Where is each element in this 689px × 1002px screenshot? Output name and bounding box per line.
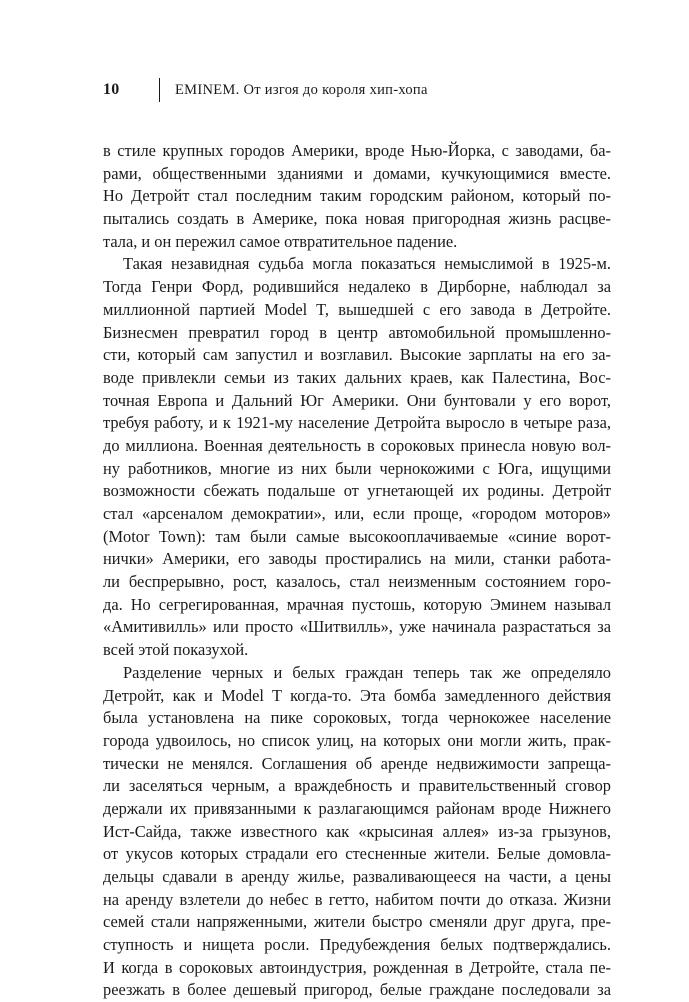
- text-line: тически не менялся. Соглашения об аренде недвижимости запреща-: [103, 753, 611, 773]
- text-line: Тогда Генри Форд, родившийся недалеко в Дирборне, наблюдал за: [103, 277, 611, 297]
- text-line: воде привлекли семьи из таких дальних краев, как Палестина, Вос-: [103, 367, 611, 387]
- text-line: держали их привязанными к разлагающимся районам вроде Нижнего: [103, 798, 611, 818]
- text-line: города удвоилось, но список улиц, на которых они могли жить, прак-: [103, 730, 611, 750]
- text-line: семей стали напряженными, жители быстро сменяли друг друга, пре-: [103, 912, 611, 932]
- text-line: ну работников, многие из них были чернокожими с Юга, ищущими: [103, 458, 611, 478]
- text-line: требуя работу, и к 1921-му население Детройта выросло в четыре раза,: [103, 413, 611, 433]
- text-line: реезжать в более дешевый пригород, белые граждане последовали за: [103, 980, 611, 1000]
- text-line: И когда в сороковых автоиндустрия, рожденная в Детройте, стала пе-: [103, 957, 611, 977]
- text-line: точная Европа и Дальний Юг Америки. Они бунтовали у его ворот,: [103, 390, 611, 410]
- text-line: «Амитивилль» или просто «Шитвилль», уже начинала разрастаться за: [103, 617, 611, 637]
- header-divider: [159, 78, 160, 102]
- page-number: 10: [103, 81, 120, 98]
- text-line: Но Детройт стал последним таким городским районом, который по-: [103, 186, 611, 206]
- text-line: в стиле крупных городов Америки, вроде Нью-Йорка, с заводами, ба-: [103, 141, 611, 160]
- text-line: ступность и нищета росли. Предубеждения белых подтверждались.: [103, 935, 611, 955]
- paragraph: [103, 253, 611, 661]
- paragraph: [103, 140, 611, 253]
- text-line: миллионной партией Model T, вышедшей с его завода в Детройте.: [103, 299, 611, 319]
- text-line: на аренду взлетели до небес в гетто, набитом почти до отказа. Жизни: [103, 889, 611, 909]
- text-line: Детройт, как и Model T когда-то. Эта бомба замедленного действия: [103, 685, 611, 705]
- text-line: Ист-Сайда, также известного как «крысиная аллея» из-за грызунов,: [103, 821, 611, 841]
- text-line: нички» Америки, его заводы простирались на мили, станки работа-: [103, 549, 611, 569]
- text-line: пытались создать в Америке, пока новая пригородная жизнь расцве-: [103, 209, 611, 229]
- text-line: возможности сбежать подальше от угнетающей их родины. Детройт: [103, 481, 611, 501]
- text-line: Такая незавидная судьба могла показаться немыслимой в 1925-м.: [123, 254, 611, 274]
- text-line: стал «арсеналом демократии», или, если проще, «городом моторов»: [103, 504, 611, 523]
- text-line: сти, который сам запустил и возглавил. Высокие зарплаты на его за-: [103, 345, 611, 365]
- text-line: до миллиона. Военная деятельность в сороковых принесла новую вол-: [103, 435, 611, 455]
- text-line: ли заселяться черным, а враждебность и правительственный сговор: [103, 776, 611, 796]
- running-head: [103, 77, 428, 103]
- book-title: EMINEM. От изгоя до короля хип-хопа: [175, 81, 428, 98]
- text-line: тала, и он пережил самое отвратительное падение.: [103, 231, 458, 251]
- text-line: от укусов которых страдали его стесненные жители. Белые домовла-: [103, 844, 611, 864]
- text-line: Бизнесмен превратил город в центр автомобильной промышленно-: [103, 322, 611, 342]
- text-line: рами, общественными зданиями и домами, кучкующимися вместе.: [103, 163, 611, 183]
- text-line: (Motor Town): там были самые высокооплачиваемые «синие ворот-: [103, 526, 611, 546]
- text-line: была установлена на пике сороковых, тогда чернокожее население: [103, 708, 611, 728]
- text-line: да. Но сегрегированная, мрачная пустошь, которую Эминем называл: [103, 594, 611, 614]
- text-line: ли беспрерывно, рост, казалось, стал неизменным состоянием горо-: [103, 572, 611, 592]
- paragraph: [103, 662, 611, 1002]
- text-line: дельцы сдавали в аренду жилье, разваливающееся на части, а цены: [103, 867, 611, 886]
- body-text: [103, 140, 611, 1002]
- text-line: всей этой показухой.: [103, 640, 249, 660]
- text-line: Разделение черных и белых граждан теперь так же определяло: [123, 662, 611, 682]
